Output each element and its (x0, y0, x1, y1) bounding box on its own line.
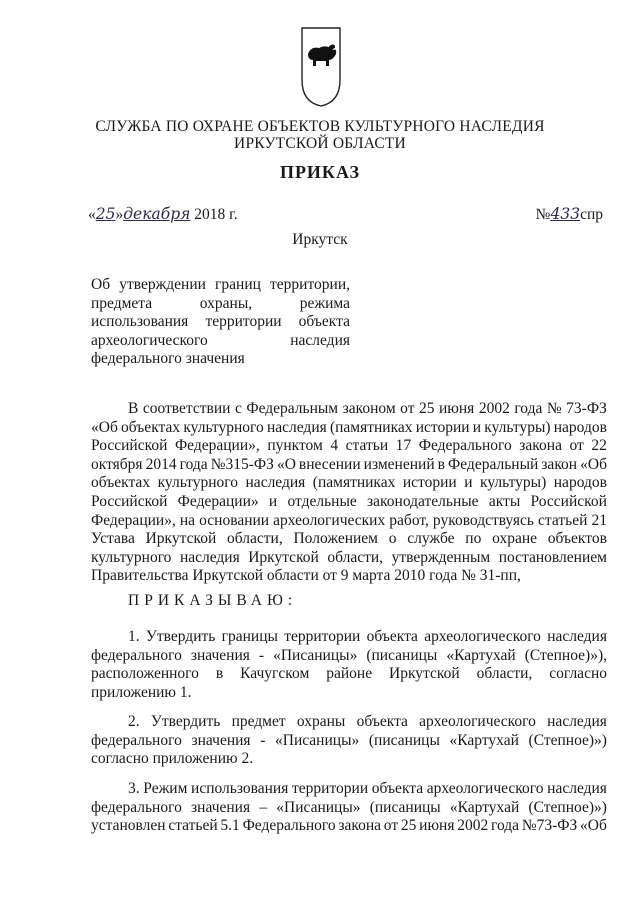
number-suffix: спр (580, 206, 603, 223)
order-date (88, 205, 238, 224)
subject-line: археологического наследия (91, 331, 350, 349)
text-line: «Об объектах культурного наследия (памятниках истории и культуры) народов (91, 418, 607, 436)
text-line: Правительства Иркутской области от 9 марта 2010 года № 31-пп, (91, 567, 521, 585)
date-day-handwritten: 25 (95, 205, 116, 223)
text-line: согласно приложению 2. (91, 750, 254, 768)
text-line: октября 2014 года №315-ФЗ «О внесении изменений в Федеральный закон «Об (91, 455, 607, 473)
text-line: 3. Режим использования территории объекта археологического наследия (128, 780, 607, 797)
text-line: федерального значения - «Писаницы» (писаницы «Картухай (Степное)») (91, 731, 607, 749)
subject-line: Об утверждении границ территории, (91, 276, 350, 293)
text-line: приложению 1. (91, 683, 192, 701)
text-line: установлен статьей 5.1 Федерального закона от 25 июня 2002 года №73-ФЗ «Об (91, 817, 607, 835)
text-line: объектах культурного наследия (памятниках истории и культуры) народов (91, 474, 607, 492)
text-line: В соответствии с Федеральным законом от 25 июня 2002 года № 73-ФЗ (128, 400, 607, 417)
number-value-handwritten: 433 (550, 205, 581, 223)
text-line: Федерации», на основании археологических работ, руководствуясь статьей 21 (91, 511, 607, 529)
coat-of-arms-emblem (299, 24, 343, 108)
order-item-1 (91, 628, 607, 702)
date-close-quote: » (115, 206, 124, 223)
date-year: 2018 г. (190, 206, 238, 223)
order-item-2 (91, 713, 607, 769)
order-number (536, 205, 603, 224)
preamble-paragraph (91, 400, 607, 586)
order-item-3 (91, 780, 607, 836)
subject-line: федерального значения (91, 350, 245, 368)
document-type-title: ПРИКАЗ (279, 162, 361, 182)
city-name: Иркутск (292, 231, 348, 248)
subject-block (91, 276, 350, 369)
agency-name-line2: ИРКУТСКОЙ ОБЛАСТИ (234, 135, 406, 152)
text-line: Устава Иркутской области, Положением о службе по охране объектов (91, 530, 607, 548)
subject-line: предмета охраны, режима (91, 294, 350, 312)
date-month-handwritten: декабря (123, 205, 191, 223)
text-line: Российской Федерации» и отдельные законодательные акты Российской (91, 492, 607, 510)
agency-name-line1: СЛУЖБА ПО ОХРАНЕ ОБЪЕКТОВ КУЛЬТУРНОГО НАСЛЕДИЯ (95, 118, 545, 135)
text-line: расположенного в Качугском районе Иркутской области, согласно (91, 665, 607, 683)
date-open-quote: « (88, 206, 96, 223)
text-line: культурного наследия Иркутской области, утвержденным постановлением (91, 548, 607, 566)
text-line: 2. Утвердить предмет охраны объекта археологического наследия (128, 713, 607, 730)
text-line: 1. Утвердить границы территории объекта археологического наследия (128, 628, 607, 645)
text-line: федерального значения – «Писаницы» (писаницы «Картухай (Степное)») (91, 798, 607, 816)
text-line: федерального значения - «Писаницы» (писаницы «Картухай (Степное)»), (91, 646, 607, 664)
subject-line: использования территории объекта (91, 313, 350, 331)
text-line: Российской Федерации», пунктом 4 статьи 17 Федерального закона от 22 (91, 437, 607, 455)
number-prefix: № (535, 206, 551, 223)
order-word: ПРИКАЗЫВАЮ: (128, 592, 298, 609)
